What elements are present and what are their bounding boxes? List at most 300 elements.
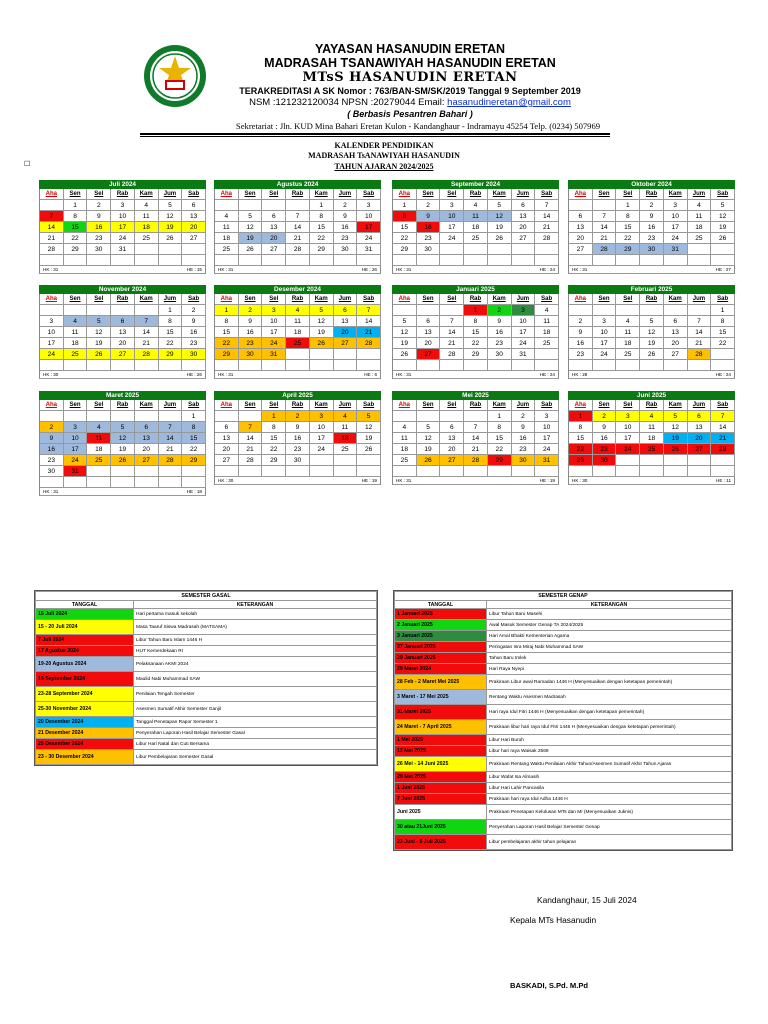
calendar-empty-cell bbox=[616, 360, 640, 371]
calendar-day: 21 bbox=[711, 433, 735, 444]
effective-days-count: HK : 30 bbox=[218, 478, 234, 483]
calendar-empty-cell bbox=[393, 305, 417, 316]
month-title: September 2024 bbox=[392, 180, 559, 189]
calendar-day: 27 bbox=[688, 444, 712, 455]
calendar-empty-cell bbox=[593, 466, 617, 477]
calendar-day: 4 bbox=[640, 411, 664, 422]
calendar-day: 9 bbox=[182, 316, 206, 327]
weekday-header: Rab bbox=[640, 189, 664, 200]
calendar-day: 22 bbox=[464, 338, 488, 349]
weekday-header: Sab bbox=[711, 294, 735, 305]
calendar-day: 13 bbox=[334, 316, 358, 327]
calendar-day: 19 bbox=[111, 444, 135, 455]
calendar-day: 22 bbox=[488, 444, 512, 455]
month-calendar bbox=[214, 285, 381, 379]
calendar-day: 1 bbox=[182, 411, 206, 422]
calendar-day: 8 bbox=[393, 211, 417, 222]
calendar-day: 13 bbox=[417, 327, 441, 338]
gasal-row bbox=[36, 739, 377, 750]
calendar-day: 21 bbox=[688, 338, 712, 349]
calendar-empty-cell bbox=[357, 360, 381, 371]
calendar-day: 23 bbox=[87, 233, 111, 244]
calendar-day: 31 bbox=[64, 466, 88, 477]
calendar-day: 7 bbox=[688, 316, 712, 327]
event-date: 7 Juli 2024 bbox=[36, 635, 134, 646]
gasal-row bbox=[36, 687, 377, 702]
calendar-day: 5 bbox=[664, 411, 688, 422]
calendar-day: 2 bbox=[40, 422, 64, 433]
effective-days-count: HK : 31 bbox=[572, 267, 588, 272]
calendar-day: 7 bbox=[40, 211, 64, 222]
calendar-day: 30 bbox=[182, 349, 206, 360]
calendar-empty-cell bbox=[512, 244, 536, 255]
event-date: 25 Desember 2024 bbox=[36, 739, 134, 750]
madrasah-name: MADRASAH TSANAWIYAH HASANUDIN ERETAN bbox=[264, 56, 556, 70]
calendar-day: 4 bbox=[64, 316, 88, 327]
calendar-day: 30 bbox=[334, 244, 358, 255]
calendar-empty-cell bbox=[64, 411, 88, 422]
effective-days-count: HK : 31 bbox=[218, 267, 234, 272]
calendar-day: 15 bbox=[616, 222, 640, 233]
calendar-empty-cell bbox=[262, 200, 286, 211]
calendar-day: 14 bbox=[593, 222, 617, 233]
calendar-day: 22 bbox=[616, 233, 640, 244]
calendar-day: 13 bbox=[262, 222, 286, 233]
weekday-header: Aha bbox=[569, 189, 593, 200]
calendar-empty-cell bbox=[159, 411, 183, 422]
calendar-day: 6 bbox=[262, 211, 286, 222]
weekday-header: Kam bbox=[310, 400, 334, 411]
calendar-day: 25 bbox=[640, 444, 664, 455]
effective-days-count: HK : 30 bbox=[572, 478, 588, 483]
calendar-day: 29 bbox=[215, 349, 239, 360]
calendar-day: 18 bbox=[616, 338, 640, 349]
signature-name: BASKADI, S.Pd. M.Pd bbox=[510, 981, 589, 990]
month-grid bbox=[568, 189, 735, 266]
effective-days-count: HK : 31 bbox=[43, 267, 59, 272]
calendar-day: 9 bbox=[640, 211, 664, 222]
month-summary bbox=[392, 371, 559, 379]
calendar-day: 23 bbox=[488, 338, 512, 349]
calendar-empty-cell bbox=[488, 466, 512, 477]
calendar-empty-cell bbox=[688, 455, 712, 466]
weekday-header: Sen bbox=[417, 294, 441, 305]
calendar-day: 7 bbox=[464, 422, 488, 433]
calendar-day: 7 bbox=[711, 411, 735, 422]
calendar-day: 5 bbox=[111, 422, 135, 433]
school-days-count: HE : 24 bbox=[539, 267, 555, 272]
calendar-day: 1 bbox=[262, 411, 286, 422]
calendar-empty-cell bbox=[593, 255, 617, 266]
calendar-empty-cell bbox=[286, 255, 310, 266]
weekday-header: Sab bbox=[711, 400, 735, 411]
calendar-day: 6 bbox=[440, 422, 464, 433]
calendar-empty-cell bbox=[334, 466, 358, 477]
weekday-header: Sab bbox=[535, 294, 559, 305]
month-summary bbox=[214, 371, 381, 379]
calendar-day: 15 bbox=[64, 222, 88, 233]
weekday-header: Rab bbox=[640, 294, 664, 305]
calendar-day: 19 bbox=[239, 233, 263, 244]
calendar-empty-cell bbox=[87, 411, 111, 422]
weekday-header: Kam bbox=[135, 400, 159, 411]
calendar-empty-cell bbox=[593, 200, 617, 211]
calendar-empty-cell bbox=[87, 305, 111, 316]
calendar-day: 25 bbox=[393, 455, 417, 466]
month-summary bbox=[39, 371, 206, 379]
calendar-day: 23 bbox=[334, 233, 358, 244]
month-grid bbox=[39, 294, 206, 371]
calendar-day: 1 bbox=[393, 200, 417, 211]
calendar-day: 27 bbox=[215, 455, 239, 466]
weekday-header: Sab bbox=[182, 189, 206, 200]
calendar-day: 8 bbox=[182, 422, 206, 433]
calendar-day: 10 bbox=[310, 422, 334, 433]
school-days-count: HE : 24 bbox=[539, 372, 555, 377]
event-date: 29 Januari 2025 bbox=[395, 653, 487, 664]
calendar-day: 24 bbox=[310, 444, 334, 455]
calendar-day: 30 bbox=[640, 244, 664, 255]
calendar-day: 14 bbox=[239, 433, 263, 444]
calendar-day: 14 bbox=[711, 422, 735, 433]
calendar-day: 28 bbox=[688, 349, 712, 360]
calendar-day: 18 bbox=[640, 433, 664, 444]
calendar-day: 29 bbox=[488, 455, 512, 466]
calendar-empty-cell bbox=[711, 255, 735, 266]
nsm-line bbox=[215, 97, 605, 108]
weekday-header: Sel bbox=[87, 189, 111, 200]
weekday-header: Kam bbox=[488, 400, 512, 411]
calendar-day: 31 bbox=[262, 349, 286, 360]
calendar-day: 17 bbox=[512, 327, 536, 338]
calendar-day: 9 bbox=[87, 211, 111, 222]
calendar-day: 28 bbox=[239, 455, 263, 466]
calendar-day: 18 bbox=[87, 444, 111, 455]
weekday-header: Sen bbox=[593, 189, 617, 200]
calendar-empty-cell bbox=[111, 477, 135, 488]
calendar-day: 10 bbox=[593, 327, 617, 338]
calendar-day: 7 bbox=[159, 422, 183, 433]
event-description: Peringatan Isra Miraj Nabi Muhammad SAW bbox=[487, 642, 732, 653]
calendar-empty-cell bbox=[616, 455, 640, 466]
weekday-header: Aha bbox=[40, 294, 64, 305]
genap-row bbox=[395, 705, 732, 720]
calendar-day: 2 bbox=[87, 200, 111, 211]
effective-days-count: HK : 31 bbox=[396, 478, 412, 483]
calendar-empty-cell bbox=[569, 466, 593, 477]
calendar-day: 15 bbox=[464, 327, 488, 338]
email-link[interactable]: hasanudineretan@gmail.com bbox=[447, 97, 571, 108]
calendar-empty-cell bbox=[664, 466, 688, 477]
calendar-day: 11 bbox=[64, 327, 88, 338]
month-summary bbox=[568, 477, 735, 485]
weekday-header: Sab bbox=[535, 400, 559, 411]
genap-col-date: TANGGAL bbox=[395, 601, 487, 609]
weekday-header: Jum bbox=[334, 400, 358, 411]
month-grid bbox=[392, 189, 559, 266]
weekday-header: Jum bbox=[512, 400, 536, 411]
calendar-day: 19 bbox=[357, 433, 381, 444]
calendar-day: 18 bbox=[334, 433, 358, 444]
calendar-day: 23 bbox=[239, 338, 263, 349]
weekday-header: Sen bbox=[64, 189, 88, 200]
weekday-header: Rab bbox=[640, 400, 664, 411]
calendar-empty-cell bbox=[393, 466, 417, 477]
calendar-day: 8 bbox=[616, 211, 640, 222]
calendar-day: 13 bbox=[215, 433, 239, 444]
calendar-empty-cell bbox=[464, 244, 488, 255]
weekday-header: Kam bbox=[488, 189, 512, 200]
genap-row bbox=[395, 794, 732, 805]
calendar-day: 25 bbox=[64, 349, 88, 360]
month-title: April 2025 bbox=[214, 391, 381, 400]
calendar-day: 15 bbox=[569, 433, 593, 444]
month-calendar bbox=[568, 180, 735, 274]
calendar-day: 3 bbox=[64, 422, 88, 433]
calendar-empty-cell bbox=[640, 255, 664, 266]
calendar-day: 8 bbox=[488, 422, 512, 433]
calendar-day: 23 bbox=[182, 338, 206, 349]
gasal-row bbox=[36, 717, 377, 728]
gasal-col-date: TANGGAL bbox=[36, 601, 134, 609]
calendar-day: 14 bbox=[357, 316, 381, 327]
calendar-day: 28 bbox=[593, 244, 617, 255]
calendar-day: 28 bbox=[464, 455, 488, 466]
weekday-header: Kam bbox=[664, 294, 688, 305]
calendar-empty-cell bbox=[440, 255, 464, 266]
calendar-day: 6 bbox=[135, 422, 159, 433]
calendar-day: 19 bbox=[310, 327, 334, 338]
calendar-day: 22 bbox=[159, 338, 183, 349]
calendar-empty-cell bbox=[159, 244, 183, 255]
calendar-day: 7 bbox=[239, 422, 263, 433]
month-grid bbox=[392, 400, 559, 477]
calendar-empty-cell bbox=[512, 360, 536, 371]
calendar-day: 2 bbox=[512, 411, 536, 422]
calendar-day: 2 bbox=[239, 305, 263, 316]
calendar-day: 24 bbox=[111, 233, 135, 244]
calendar-empty-cell bbox=[159, 477, 183, 488]
calendar-day: 9 bbox=[286, 422, 310, 433]
calendar-day: 28 bbox=[286, 244, 310, 255]
calendar-day: 20 bbox=[417, 338, 441, 349]
calendar-day: 29 bbox=[464, 349, 488, 360]
school-days-count: HE : 26 bbox=[361, 267, 377, 272]
accreditation-line: TERAKREDITASI A SK Nomor : 763/BAN-SM/SK/2019 Tanggal 9 September 2019 bbox=[239, 86, 581, 96]
event-description: Libur Hari Buruh bbox=[487, 735, 732, 746]
calendar-day: 11 bbox=[535, 316, 559, 327]
weekday-header: Sab bbox=[357, 294, 381, 305]
month-calendar bbox=[392, 180, 559, 274]
calendar-day: 24 bbox=[593, 349, 617, 360]
weekday-header: Aha bbox=[569, 294, 593, 305]
weekday-header: Rab bbox=[464, 189, 488, 200]
signature-place-date: Kandanghaur, 15 Juli 2024 bbox=[537, 895, 637, 905]
calendar-day: 3 bbox=[262, 305, 286, 316]
weekday-header: Aha bbox=[393, 400, 417, 411]
calendar-day: 27 bbox=[111, 349, 135, 360]
calendar-day: 25 bbox=[535, 338, 559, 349]
calendar-day: 21 bbox=[357, 327, 381, 338]
weekday-header: Jum bbox=[512, 294, 536, 305]
calendar-day: 18 bbox=[135, 222, 159, 233]
calendar-empty-cell bbox=[239, 360, 263, 371]
event-date: 26 Mei - 14 Juni 2025 bbox=[395, 757, 487, 772]
calendar-day: 18 bbox=[64, 338, 88, 349]
calendar-day: 12 bbox=[393, 327, 417, 338]
calendar-day: 5 bbox=[488, 200, 512, 211]
calendar-day: 26 bbox=[310, 338, 334, 349]
calendar-day: 22 bbox=[310, 233, 334, 244]
calendar-empty-cell bbox=[215, 360, 239, 371]
calendar-day: 4 bbox=[464, 200, 488, 211]
event-description: Libur Pembelajaran Semester Gasal bbox=[134, 750, 377, 765]
event-date: 23-28 September 2024 bbox=[36, 687, 134, 702]
month-grid bbox=[392, 294, 559, 371]
calendar-empty-cell bbox=[135, 477, 159, 488]
month-title: November 2024 bbox=[39, 285, 206, 294]
calendar-day: 4 bbox=[87, 422, 111, 433]
semester-gasal-table bbox=[34, 590, 378, 766]
event-date: 2 Januari 2025 bbox=[395, 620, 487, 631]
calendar-day: 24 bbox=[535, 444, 559, 455]
academic-year: TAHUN AJARAN 2024/2025 bbox=[334, 162, 434, 171]
calendar-day: 16 bbox=[334, 222, 358, 233]
effective-days-count: HK : 30 bbox=[43, 372, 59, 377]
calendar-day: 21 bbox=[159, 444, 183, 455]
calendar-day: 1 bbox=[215, 305, 239, 316]
calendar-day: 20 bbox=[182, 222, 206, 233]
genap-row bbox=[395, 746, 732, 757]
calendar-day: 14 bbox=[464, 433, 488, 444]
school-name: MTsS HASANUDIN ERETAN bbox=[302, 70, 518, 85]
calendar-day: 11 bbox=[464, 211, 488, 222]
calendar-empty-cell bbox=[64, 255, 88, 266]
calendar-day: 17 bbox=[535, 433, 559, 444]
calendar-day: 23 bbox=[640, 233, 664, 244]
month-title: Juni 2025 bbox=[568, 391, 735, 400]
calendar-day: 12 bbox=[417, 433, 441, 444]
calendar-day: 11 bbox=[640, 422, 664, 433]
calendar-day: 18 bbox=[535, 327, 559, 338]
calendar-day: 21 bbox=[40, 233, 64, 244]
calendar-empty-cell bbox=[286, 200, 310, 211]
weekday-header: Sel bbox=[440, 400, 464, 411]
calendar-day: 10 bbox=[664, 211, 688, 222]
calendar-day: 31 bbox=[111, 244, 135, 255]
event-description: Hari pertama masuk sekolah bbox=[134, 609, 377, 620]
weekday-header: Aha bbox=[393, 294, 417, 305]
month-title: Agustus 2024 bbox=[214, 180, 381, 189]
weekday-header: Aha bbox=[215, 189, 239, 200]
calendar-day: 2 bbox=[593, 411, 617, 422]
genap-row bbox=[395, 757, 732, 772]
calendar-day: 16 bbox=[239, 327, 263, 338]
calendar-empty-cell bbox=[286, 466, 310, 477]
calendar-day: 26 bbox=[417, 455, 441, 466]
calendar-day: 31 bbox=[535, 455, 559, 466]
calendar-day: 20 bbox=[440, 444, 464, 455]
event-date: 17 Agustus 2024 bbox=[36, 646, 134, 657]
weekday-header: Kam bbox=[310, 189, 334, 200]
calendar-empty-cell bbox=[182, 466, 206, 477]
calendar-day: 13 bbox=[111, 327, 135, 338]
calendar-day: 24 bbox=[664, 233, 688, 244]
calendar-day: 2 bbox=[286, 411, 310, 422]
calendar-empty-cell bbox=[135, 305, 159, 316]
event-description: Pelaksanaan AKMI 2024 bbox=[134, 657, 377, 672]
calendar-day: 23 bbox=[512, 444, 536, 455]
event-description: Tanggal Penetapan Rapor Semester 1 bbox=[134, 717, 377, 728]
school-days-count: HE : 27 bbox=[715, 267, 731, 272]
weekday-header: Rab bbox=[111, 189, 135, 200]
calendar-day: 19 bbox=[417, 444, 441, 455]
calendar-day: 20 bbox=[688, 433, 712, 444]
calendar-day: 17 bbox=[593, 338, 617, 349]
calendar-day: 27 bbox=[334, 338, 358, 349]
gasal-row bbox=[36, 672, 377, 687]
calendar-empty-cell bbox=[688, 305, 712, 316]
calendar-day: 4 bbox=[616, 316, 640, 327]
month-grid bbox=[39, 189, 206, 266]
calendar-empty-cell bbox=[688, 244, 712, 255]
calendar-empty-cell bbox=[664, 255, 688, 266]
month-calendar bbox=[39, 391, 206, 496]
weekday-header: Kam bbox=[664, 400, 688, 411]
weekday-header: Sel bbox=[87, 294, 111, 305]
calendar-day: 19 bbox=[87, 338, 111, 349]
calendar-empty-cell bbox=[488, 244, 512, 255]
calendar-empty-cell bbox=[711, 466, 735, 477]
calendar-day: 27 bbox=[664, 349, 688, 360]
event-date: 7 Juni 2025 bbox=[395, 794, 487, 805]
gasal-row bbox=[36, 620, 377, 635]
calendar-empty-cell bbox=[640, 455, 664, 466]
tagline: ( Berbasis Pesantren Bahari ) bbox=[347, 109, 473, 119]
calendar-day: 27 bbox=[512, 233, 536, 244]
calendar-day: 5 bbox=[417, 422, 441, 433]
calendar-day: 9 bbox=[239, 316, 263, 327]
calendar-day: 26 bbox=[640, 349, 664, 360]
calendar-empty-cell bbox=[688, 360, 712, 371]
month-calendar bbox=[39, 180, 206, 274]
calendar-day: 25 bbox=[688, 233, 712, 244]
calendar-day: 8 bbox=[310, 211, 334, 222]
calendar-day: 27 bbox=[569, 244, 593, 255]
weekday-header: Rab bbox=[286, 189, 310, 200]
calendar-day: 17 bbox=[40, 338, 64, 349]
weekday-header: Jum bbox=[334, 189, 358, 200]
weekday-header: Jum bbox=[159, 400, 183, 411]
calendar-day: 19 bbox=[393, 338, 417, 349]
calendar-empty-cell bbox=[616, 255, 640, 266]
calendar-day: 2 bbox=[417, 200, 441, 211]
calendar-empty-cell bbox=[616, 305, 640, 316]
calendar-day: 17 bbox=[111, 222, 135, 233]
month-calendar bbox=[568, 391, 735, 485]
calendar-empty-cell bbox=[417, 255, 441, 266]
calendar-day: 3 bbox=[357, 200, 381, 211]
calendar-day: 18 bbox=[688, 222, 712, 233]
calendar-day: 13 bbox=[182, 211, 206, 222]
month-calendar bbox=[39, 285, 206, 379]
calendar-day: 12 bbox=[357, 422, 381, 433]
calendar-day: 17 bbox=[310, 433, 334, 444]
calendar-day: 16 bbox=[569, 338, 593, 349]
calendar-day: 9 bbox=[512, 422, 536, 433]
calendar-day: 10 bbox=[64, 433, 88, 444]
calendar-day: 3 bbox=[593, 316, 617, 327]
